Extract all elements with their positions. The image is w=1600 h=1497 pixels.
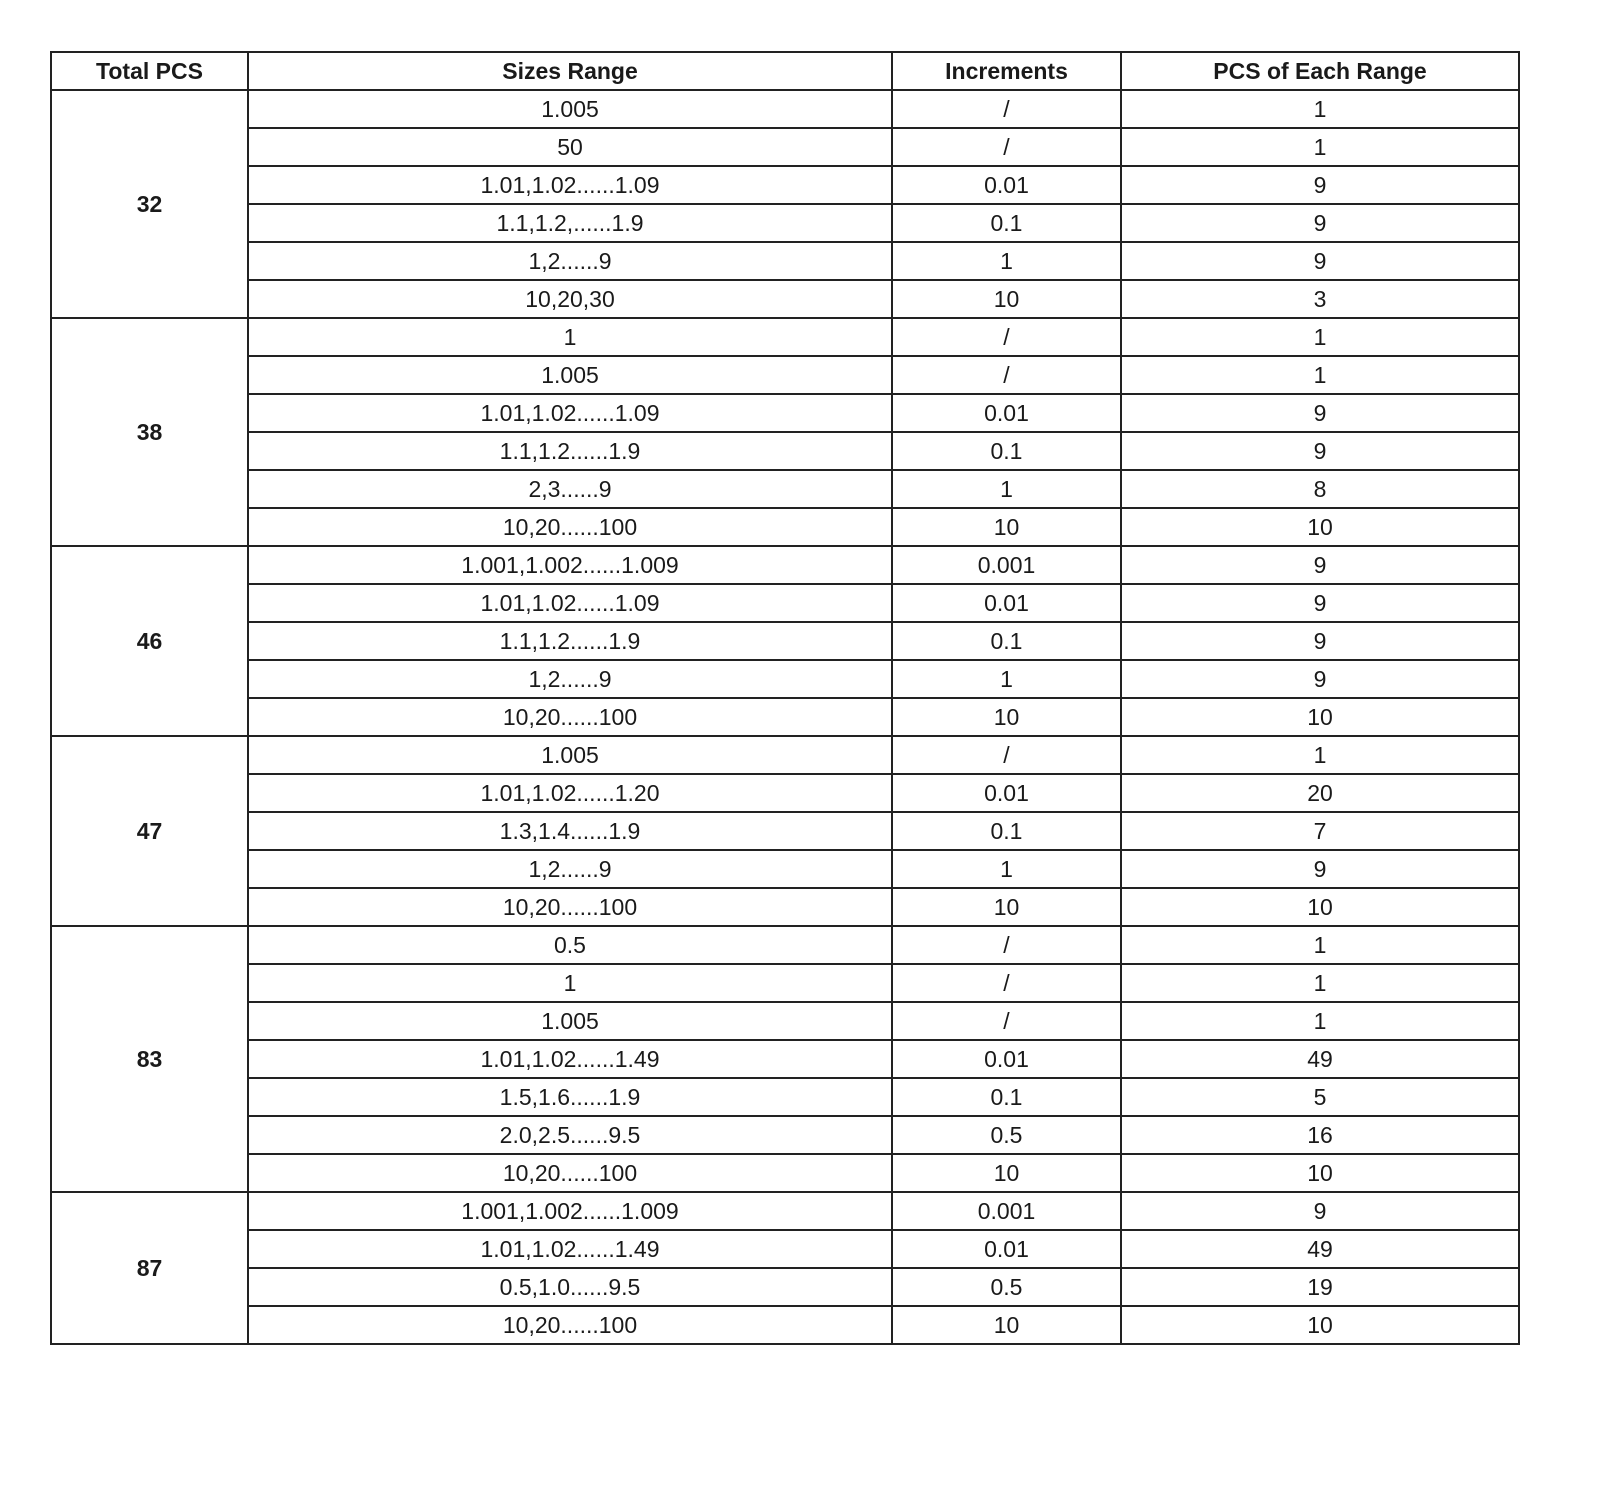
- pcs-each-range-cell: 9: [1121, 660, 1519, 698]
- table-row: [51, 242, 1519, 280]
- table-row: [51, 774, 1519, 812]
- pcs-each-range-cell: 9: [1121, 166, 1519, 204]
- table-row: [51, 1268, 1519, 1306]
- sizes-range-cell: 1.01,1.02......1.09: [248, 584, 892, 622]
- table-row: [51, 888, 1519, 926]
- table-row: [51, 166, 1519, 204]
- total-pcs-cell: 83: [51, 926, 248, 1192]
- increments-cell: /: [892, 926, 1121, 964]
- sizes-range-cell: 10,20......100: [248, 1306, 892, 1344]
- pcs-each-range-cell: 1: [1121, 90, 1519, 128]
- pcs-each-range-cell: 19: [1121, 1268, 1519, 1306]
- increments-cell: /: [892, 964, 1121, 1002]
- increments-cell: 0.1: [892, 204, 1121, 242]
- increments-cell: /: [892, 128, 1121, 166]
- increments-cell: 0.1: [892, 812, 1121, 850]
- pcs-each-range-cell: 10: [1121, 1306, 1519, 1344]
- increments-cell: /: [892, 90, 1121, 128]
- increments-cell: 0.5: [892, 1116, 1121, 1154]
- increments-cell: 0.01: [892, 1040, 1121, 1078]
- increments-cell: 0.001: [892, 546, 1121, 584]
- increments-cell: 0.01: [892, 1230, 1121, 1268]
- table-row: [51, 1230, 1519, 1268]
- pcs-each-range-cell: 5: [1121, 1078, 1519, 1116]
- table-row: [51, 508, 1519, 546]
- pcs-each-range-cell: 9: [1121, 622, 1519, 660]
- pcs-each-range-cell: 1: [1121, 318, 1519, 356]
- pcs-each-range-cell: 10: [1121, 888, 1519, 926]
- pcs-each-range-cell: 20: [1121, 774, 1519, 812]
- pcs-each-range-cell: 10: [1121, 1154, 1519, 1192]
- pcs-each-range-cell: 1: [1121, 356, 1519, 394]
- increments-cell: /: [892, 318, 1121, 356]
- pcs-each-range-cell: 1: [1121, 1002, 1519, 1040]
- increments-cell: 0.1: [892, 432, 1121, 470]
- table-row: [51, 1002, 1519, 1040]
- pcs-each-range-cell: 1: [1121, 736, 1519, 774]
- table-row: [51, 926, 1519, 964]
- increments-cell: 10: [892, 280, 1121, 318]
- sizes-range-cell: 1.005: [248, 356, 892, 394]
- increments-cell: 10: [892, 698, 1121, 736]
- sizes-range-cell: 10,20......100: [248, 508, 892, 546]
- table-row: [51, 546, 1519, 584]
- increments-cell: 0.01: [892, 584, 1121, 622]
- pcs-each-range-cell: 8: [1121, 470, 1519, 508]
- pcs-each-range-cell: 16: [1121, 1116, 1519, 1154]
- header-pcs-each-range: PCS of Each Range: [1121, 52, 1519, 90]
- table-row: [51, 850, 1519, 888]
- pcs-each-range-cell: 1: [1121, 128, 1519, 166]
- pcs-each-range-cell: 49: [1121, 1040, 1519, 1078]
- sizes-range-cell: 1.1,1.2......1.9: [248, 622, 892, 660]
- sizes-range-cell: 1.001,1.002......1.009: [248, 546, 892, 584]
- table-row: [51, 470, 1519, 508]
- total-pcs-cell: 32: [51, 90, 248, 318]
- table-row: [51, 204, 1519, 242]
- increments-cell: 10: [892, 888, 1121, 926]
- table-row: [51, 1192, 1519, 1230]
- header-row: [51, 52, 1519, 90]
- pcs-each-range-cell: 10: [1121, 698, 1519, 736]
- sizes-range-cell: 1.001,1.002......1.009: [248, 1192, 892, 1230]
- sizes-table: [50, 51, 1520, 1345]
- pcs-each-range-cell: 3: [1121, 280, 1519, 318]
- table-row: [51, 1306, 1519, 1344]
- table-row: [51, 1078, 1519, 1116]
- pcs-each-range-cell: 9: [1121, 546, 1519, 584]
- sizes-range-cell: 1,2......9: [248, 242, 892, 280]
- total-pcs-cell: 87: [51, 1192, 248, 1344]
- table-row: [51, 1154, 1519, 1192]
- table-row: [51, 356, 1519, 394]
- increments-cell: 0.001: [892, 1192, 1121, 1230]
- sizes-range-cell: 1.005: [248, 736, 892, 774]
- increments-cell: 0.1: [892, 1078, 1121, 1116]
- sizes-range-cell: 1.1,1.2,......1.9: [248, 204, 892, 242]
- sizes-range-cell: 1.005: [248, 1002, 892, 1040]
- table-row: [51, 964, 1519, 1002]
- sizes-range-cell: 1.5,1.6......1.9: [248, 1078, 892, 1116]
- sizes-range-cell: 10,20,30: [248, 280, 892, 318]
- table-row: [51, 698, 1519, 736]
- increments-cell: 0.01: [892, 774, 1121, 812]
- sizes-range-cell: 1,2......9: [248, 660, 892, 698]
- total-pcs-cell: 46: [51, 546, 248, 736]
- total-pcs-cell: 47: [51, 736, 248, 926]
- table-row: [51, 1116, 1519, 1154]
- sizes-range-cell: 0.5,1.0......9.5: [248, 1268, 892, 1306]
- sizes-range-cell: 1.1,1.2......1.9: [248, 432, 892, 470]
- pcs-each-range-cell: 10: [1121, 508, 1519, 546]
- table-row: [51, 394, 1519, 432]
- increments-cell: 0.1: [892, 622, 1121, 660]
- sizes-range-cell: 2.0,2.5......9.5: [248, 1116, 892, 1154]
- table-row: [51, 90, 1519, 128]
- increments-cell: 1: [892, 660, 1121, 698]
- sizes-range-cell: 1.005: [248, 90, 892, 128]
- table-row: [51, 584, 1519, 622]
- table-row: [51, 280, 1519, 318]
- pcs-each-range-cell: 9: [1121, 584, 1519, 622]
- table-row: [51, 318, 1519, 356]
- sizes-range-cell: 10,20......100: [248, 698, 892, 736]
- pcs-each-range-cell: 9: [1121, 432, 1519, 470]
- increments-cell: /: [892, 736, 1121, 774]
- increments-cell: 1: [892, 470, 1121, 508]
- table-header: [51, 52, 1519, 90]
- sizes-range-cell: 10,20......100: [248, 888, 892, 926]
- sizes-range-cell: 1.01,1.02......1.09: [248, 166, 892, 204]
- sizes-range-cell: 1.01,1.02......1.09: [248, 394, 892, 432]
- pcs-each-range-cell: 9: [1121, 1192, 1519, 1230]
- increments-cell: 0.01: [892, 394, 1121, 432]
- sizes-range-cell: 1.01,1.02......1.49: [248, 1230, 892, 1268]
- increments-cell: /: [892, 1002, 1121, 1040]
- pcs-each-range-cell: 9: [1121, 850, 1519, 888]
- table-row: [51, 622, 1519, 660]
- pcs-each-range-cell: 1: [1121, 964, 1519, 1002]
- table-body: [51, 90, 1519, 1344]
- header-sizes-range: Sizes Range: [248, 52, 892, 90]
- sizes-range-cell: 1.3,1.4......1.9: [248, 812, 892, 850]
- sizes-range-cell: 1: [248, 964, 892, 1002]
- sizes-range-cell: 1,2......9: [248, 850, 892, 888]
- table-row: [51, 128, 1519, 166]
- pcs-each-range-cell: 1: [1121, 926, 1519, 964]
- sizes-range-cell: 1.01,1.02......1.49: [248, 1040, 892, 1078]
- sizes-range-cell: 1.01,1.02......1.20: [248, 774, 892, 812]
- pcs-each-range-cell: 7: [1121, 812, 1519, 850]
- pcs-each-range-cell: 49: [1121, 1230, 1519, 1268]
- increments-cell: 10: [892, 1306, 1121, 1344]
- table-row: [51, 432, 1519, 470]
- increments-cell: 1: [892, 850, 1121, 888]
- header-increments: Increments: [892, 52, 1121, 90]
- header-total-pcs: Total PCS: [51, 52, 248, 90]
- table-row: [51, 812, 1519, 850]
- sizes-range-cell: 1: [248, 318, 892, 356]
- increments-cell: 10: [892, 508, 1121, 546]
- sizes-range-cell: 0.5: [248, 926, 892, 964]
- increments-cell: 1: [892, 242, 1121, 280]
- table-row: [51, 1040, 1519, 1078]
- increments-cell: /: [892, 356, 1121, 394]
- total-pcs-cell: 38: [51, 318, 248, 546]
- increments-cell: 0.01: [892, 166, 1121, 204]
- pcs-each-range-cell: 9: [1121, 242, 1519, 280]
- table-row: [51, 660, 1519, 698]
- table-row: [51, 736, 1519, 774]
- pcs-each-range-cell: 9: [1121, 394, 1519, 432]
- sizes-range-cell: 2,3......9: [248, 470, 892, 508]
- increments-cell: 0.5: [892, 1268, 1121, 1306]
- pcs-each-range-cell: 9: [1121, 204, 1519, 242]
- sizes-range-cell: 10,20......100: [248, 1154, 892, 1192]
- increments-cell: 10: [892, 1154, 1121, 1192]
- sizes-range-cell: 50: [248, 128, 892, 166]
